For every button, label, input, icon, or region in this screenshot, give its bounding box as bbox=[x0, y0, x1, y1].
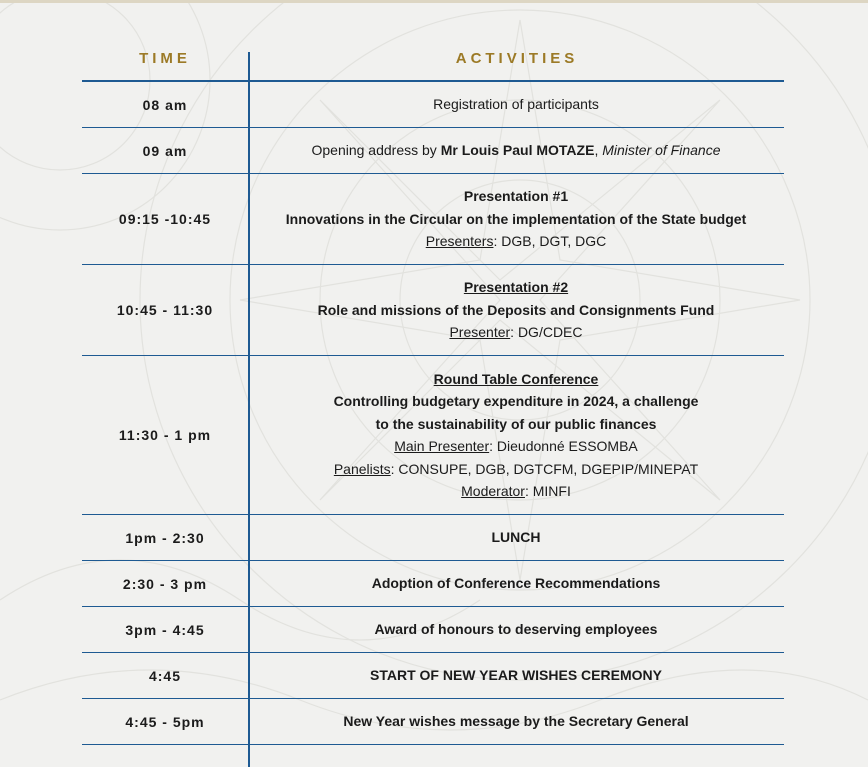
row-time: 4:45 - 5pm bbox=[125, 713, 205, 730]
row-activity bbox=[248, 515, 784, 560]
activity-text: START OF NEW YEAR WISHES CEREMONY bbox=[370, 667, 662, 684]
main-presenter-line bbox=[394, 435, 638, 458]
time-column-header: TIME bbox=[139, 50, 191, 67]
presentation-title: Innovations in the Circular on the implementation of the State budget bbox=[285, 210, 747, 227]
round-table-title-line2: to the sustainability of our public finances bbox=[375, 415, 657, 432]
table-row bbox=[82, 265, 784, 356]
activity-text: Adoption of Conference Recommendations bbox=[371, 575, 661, 592]
activity-text: Award of honours to deserving employees bbox=[374, 621, 658, 638]
presentation-title: Role and missions of the Deposits and Consignments Fund bbox=[317, 301, 715, 318]
table-row bbox=[82, 699, 784, 745]
program-table bbox=[82, 40, 784, 745]
row-time: 4:45 bbox=[148, 667, 182, 684]
row-activity bbox=[248, 561, 784, 606]
table-row bbox=[82, 128, 784, 174]
activity-text: LUNCH bbox=[491, 529, 541, 546]
presentation-heading: Presentation #2 bbox=[463, 279, 569, 296]
row-activity bbox=[248, 356, 784, 514]
row-time: 1pm - 2:30 bbox=[125, 529, 205, 546]
row-activity bbox=[248, 607, 784, 652]
row-time: 10:45 - 11:30 bbox=[116, 302, 214, 318]
row-activity bbox=[248, 653, 784, 698]
row-time: 11:30 - 1 pm bbox=[118, 427, 212, 443]
presenters-line bbox=[449, 321, 582, 344]
moderator-line bbox=[461, 480, 571, 503]
row-activity bbox=[248, 128, 784, 173]
presenters-value: : DGB, DGT, DGC bbox=[493, 233, 607, 250]
panelists-value: : CONSUPE, DGB, DGTCFM, DGEPIP/MINEPAT bbox=[390, 460, 699, 477]
row-activity bbox=[248, 82, 784, 127]
presenters-label: Presenter bbox=[449, 324, 511, 341]
row-activity bbox=[248, 265, 784, 355]
table-header bbox=[82, 40, 784, 82]
panelists-label: Panelists bbox=[333, 460, 391, 477]
row-time: 2:30 - 3 pm bbox=[122, 575, 208, 592]
table-row bbox=[82, 607, 784, 653]
row-activity bbox=[248, 699, 784, 744]
round-table-title-line1: Controlling budgetary expenditure in 2024, a challenge bbox=[333, 393, 699, 409]
table-row bbox=[82, 356, 784, 515]
row-activity bbox=[248, 174, 784, 264]
opening-prefix: Opening address by bbox=[311, 142, 441, 159]
speaker-role: Minister of Finance bbox=[602, 142, 721, 159]
activity-text: Registration of participants bbox=[433, 96, 599, 113]
activities-column-header: ACTIVITIES bbox=[455, 50, 579, 67]
table-row bbox=[82, 515, 784, 561]
row-time: 09:15 -10:45 bbox=[118, 211, 212, 227]
opening-separator: , bbox=[594, 142, 603, 159]
opening-address-line bbox=[311, 139, 720, 162]
panelists-line bbox=[334, 458, 698, 481]
round-table-heading: Round Table Conference bbox=[433, 370, 599, 387]
row-time: 09 am bbox=[142, 142, 188, 159]
row-time: 08 am bbox=[142, 96, 188, 113]
presenters-value: : DG/CDEC bbox=[510, 324, 583, 341]
speaker-name: Mr Louis Paul MOTAZE bbox=[440, 142, 595, 159]
table-row bbox=[82, 174, 784, 265]
top-band bbox=[0, 0, 868, 3]
presentation-heading: Presentation #1 bbox=[463, 188, 569, 205]
table-row bbox=[82, 653, 784, 699]
table-row bbox=[82, 82, 784, 128]
moderator-label: Moderator bbox=[461, 483, 525, 499]
table-row bbox=[82, 561, 784, 607]
row-time: 3pm - 4:45 bbox=[125, 621, 205, 638]
presenters-line bbox=[426, 230, 607, 253]
main-presenter-label: Main Presenter bbox=[394, 438, 490, 454]
main-presenter-value: : Dieudonné ESSOMBA bbox=[489, 438, 638, 454]
presenters-label: Presenters bbox=[425, 233, 494, 250]
activity-text: New Year wishes message by the Secretary General bbox=[343, 713, 689, 730]
moderator-value: : MINFI bbox=[524, 483, 571, 499]
